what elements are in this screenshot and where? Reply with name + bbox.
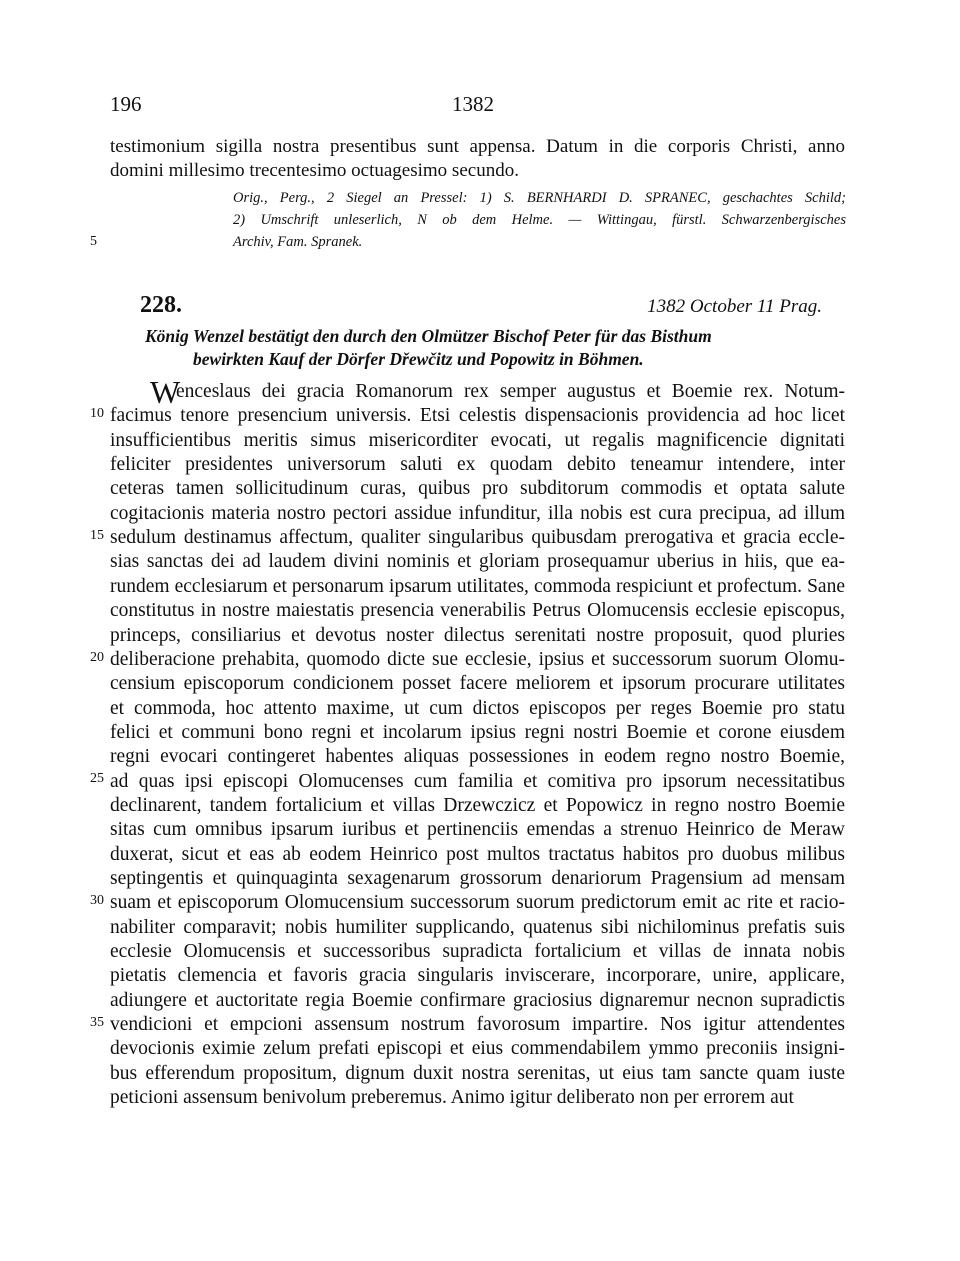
margin-line-number: 20 — [90, 649, 104, 665]
document-number: 228. — [140, 292, 182, 318]
body-text-line: sitas cum omnibus ipsarum iuribus et pertinenciis emendas a strenuo Heinrico de Meraw — [110, 819, 845, 841]
body-text-line: ecclesie Olomucensis et successoribus supradicta fortalicium et villas de innata nobis — [110, 941, 845, 963]
document-date: 1382 October 11 Prag. — [647, 296, 822, 317]
body-text-line: facimus tenore presencium universis. Etsi celestis dispensacionis providencia ad hoc licet — [110, 405, 845, 427]
body-text-line: sias sanctas dei ad laudem divini nominis et gloriam prosequamur uberius in hiis, que ea- — [110, 551, 845, 573]
body-text-line: pietatis clemencia et favoris gracia singularis inviscerare, incorporare, unire, applicare, — [110, 965, 845, 987]
body-text-line: ad quas ipsi episcopi Olomucenses cum familia et comitiva pro ipsorum necessitatibus — [110, 770, 845, 792]
body-text-line: censium episcoporum condicionem posset facere meliorem et ipsorum procurare utilitates — [110, 673, 845, 695]
body-text-line: regni evocari contingeret habentes aliquas possessiones in eodem regno nostro Boemie, — [110, 746, 845, 768]
body-text-line: cogitacionis materia nostro pectori assidue infunditur, illa nobis est cura precipua, ad illum — [110, 502, 845, 524]
body-text-line: princeps, consiliarius et devotus noster dilectus serenitati nostre proposuit, quod pluries — [110, 624, 845, 646]
body-text-line: vendicioni et empcioni assensum nostrum favorosum impartire. Nos igitur attendentes — [110, 1014, 845, 1036]
page-header — [0, 92, 960, 122]
source-note-line: 2) Umschrift unleserlich, N ob dem Helme. — Wittingau, fürstl. Schwarzenbergisches — [233, 212, 846, 228]
running-head-year: 1382 — [452, 92, 494, 116]
body-text-line: peticioni assensum benivolum preberemus. Animo igitur deliberato non per errorem aut — [110, 1087, 794, 1109]
body-text-line: duxerat, sicut et eas ab eodem Heinrico post multos tractatus habitos pro duobus milibus — [110, 843, 845, 865]
regest-line: bewirkten Kauf der Dörfer Dřewčitz und Popowitz in Böhmen. — [193, 349, 644, 369]
margin-line-number: 30 — [90, 893, 104, 908]
margin-line-number: 35 — [90, 1014, 104, 1030]
body-text-line: adiungere et auctoritate regia Boemie confirmare graciosius dignaremur necnon supradictis — [110, 989, 845, 1011]
body-text-line: constitutus in nostre maiestatis presencia venerabilis Petrus Olomucensis ecclesie episcopus, — [110, 600, 845, 622]
initial-letter: W — [150, 374, 181, 410]
source-note-line: Archiv, Fam. Spranek. — [233, 234, 363, 250]
body-text-line: septingentis et quinquaginta sexagenarum grossorum denariorum Pragensium ad mensam — [110, 868, 845, 889]
margin-line-number: 10 — [90, 406, 104, 421]
page-number: 196 — [110, 92, 142, 116]
previous-text-line: domini millesimo trecentesimo octuagesimo secundo. — [110, 160, 519, 181]
source-note-line: Orig., Perg., 2 Siegel an Pressel: 1) S. BERNHARDI D. SPRANEC, geschachtes Schild; — [233, 190, 846, 206]
regest-line: König Wenzel bestätigt den durch den Olmützer Bischof Peter für das Bisthum — [145, 326, 712, 346]
body-text-line: devocionis eximie zelum prefati episcopi et eius commendabilem ymmo preconiis insigni- — [110, 1038, 845, 1060]
margin-line-number: 5 — [90, 234, 97, 249]
body-text-line: deliberacione prehabita, quomodo dicte sue ecclesie, ipsius et successorum suorum Olomu- — [110, 648, 845, 670]
body-text-line: felici et communi bono regni et incolarum ipsius regni nostri Boemie et corone eiusdem — [110, 721, 845, 743]
body-text-line: feliciter presidentes universorum saluti ex quodam debito teneamur intendere, inter — [110, 454, 845, 476]
body-text-line: rundem ecclesiarum et personarum ipsarum utilitates, commoda respiciunt et profectum. Sane — [110, 575, 845, 597]
body-text-line: insufficientibus meritis simus misericorditer evocati, ut regalis magnificencie dignitati — [110, 429, 845, 451]
body-text-line: ceteras tamen sollicitudinum curas, quibus pro subditorum commodis et optata salute — [110, 478, 845, 500]
previous-text-line: testimonium sigilla nostra presentibus sunt appensa. Datum in die corporis Christi, anno — [110, 136, 845, 157]
body-text-line: declinarent, tandem fortalicium et villas Drzewczicz et Popowicz in regno nostro Boemie — [110, 794, 845, 816]
margin-line-number: 15 — [90, 527, 104, 543]
body-text-line: et commoda, hoc attento maxime, ut cum dictos episcopos per reges Boemie pro statu — [110, 697, 845, 719]
body-text-line: bus efferendum propositum, dignum duxit nostra serenitas, ut eius tam sancte quam iuste — [110, 1062, 845, 1084]
margin-line-number: 25 — [90, 771, 104, 787]
body-text-line: sedulum destinamus affectum, qualiter singularibus quibusdam prerogativa et gracia eccle- — [110, 527, 845, 549]
body-text-line: suam et episcoporum Olomucensium successorum suorum predictorum emit ac rite et racio- — [110, 892, 845, 914]
body-text-line: enceslaus dei gracia Romanorum rex semper augustus et Boemie rex. Notum- — [176, 381, 845, 402]
body-text-line: nabiliter comparavit; nobis humiliter supplicando, quatenus sibi nichilominus prefatis suis — [110, 916, 845, 938]
